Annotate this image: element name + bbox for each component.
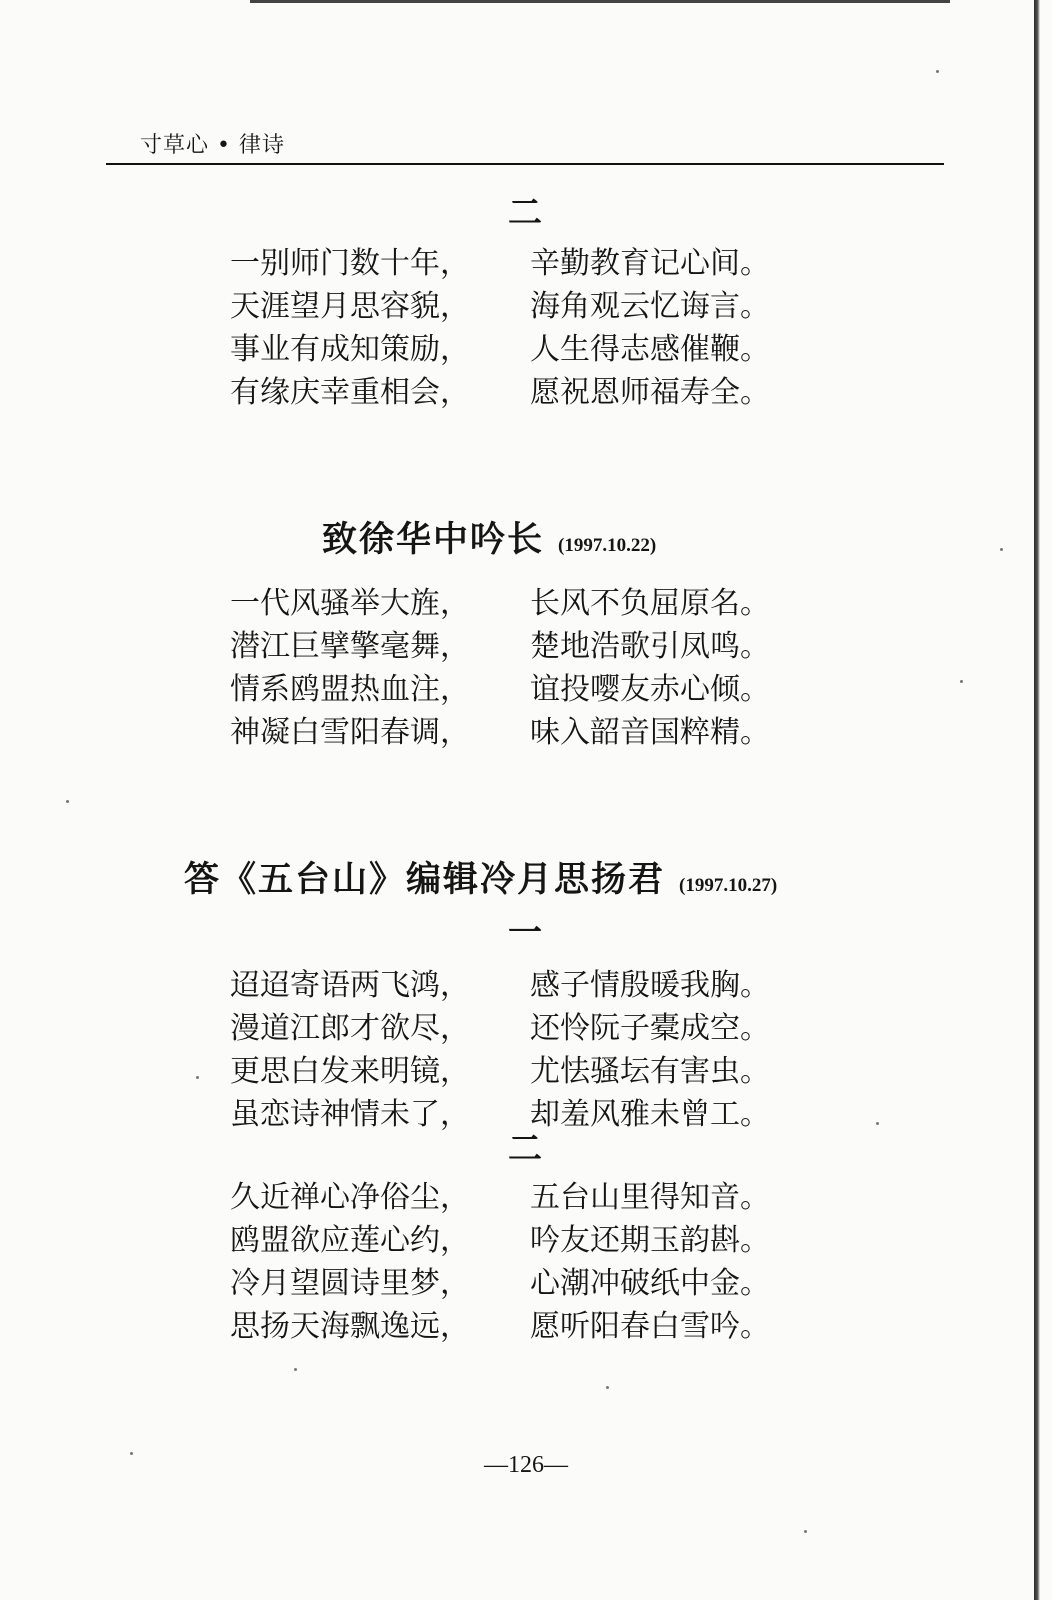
verse-second-half: 五台山里得知音。 — [530, 1180, 770, 1215]
verse-line — [230, 1046, 810, 1089]
poem-date: (1997.10.27) — [679, 875, 778, 896]
scan-speck — [936, 70, 939, 73]
poem-title-text: 致徐华中吟长 — [322, 520, 545, 560]
verse-second-half: 却羞风雅未曾工。 — [530, 1097, 770, 1132]
verse-line — [230, 664, 810, 707]
verse-line — [230, 324, 810, 367]
section-number: 一 — [508, 913, 542, 953]
section-number: 二 — [508, 1129, 542, 1169]
scan-top-edge — [250, 0, 950, 3]
verse-first-half: 情系鸥盟热血注， — [230, 672, 470, 707]
verse-first-half: 冷月望圆诗里梦， — [230, 1266, 470, 1301]
poem-stanza — [230, 960, 810, 1132]
verse-line — [230, 707, 810, 750]
header-rule — [106, 163, 944, 165]
verse-first-half: 虽恋诗神情未了， — [230, 1097, 470, 1132]
verse-first-half: 漫道江郎才欲尽， — [230, 1011, 470, 1046]
verse-line — [230, 238, 810, 281]
verse-second-half: 谊投嘤友赤心倾。 — [530, 672, 770, 707]
verse-first-half: 有缘庆幸重相会， — [230, 375, 470, 410]
verse-second-half: 人生得志感催鞭。 — [530, 332, 770, 367]
section-number: 二 — [508, 193, 542, 233]
verse-line — [230, 1215, 810, 1258]
verse-first-half: 一别师门数十年， — [230, 246, 470, 281]
scan-speck — [606, 1386, 609, 1389]
verse-first-half: 久近禅心净俗尘， — [230, 1180, 470, 1215]
verse-line — [230, 1301, 810, 1344]
scan-speck — [960, 680, 963, 683]
verse-line — [230, 1003, 810, 1046]
verse-second-half: 辛勤教育记心间。 — [530, 246, 770, 281]
verse-first-half: 鸥盟欲应莲心约， — [230, 1223, 470, 1258]
verse-first-half: 迢迢寄语两飞鸿， — [230, 968, 470, 1003]
verse-line — [230, 960, 810, 1003]
verse-second-half: 海角观云忆诲言。 — [530, 289, 770, 324]
poem-stanza — [230, 238, 810, 410]
verse-second-half: 愿祝恩师福寿全。 — [530, 375, 770, 410]
scan-speck — [876, 1122, 879, 1125]
scan-speck — [804, 1530, 807, 1533]
poem-stanza — [230, 578, 810, 750]
verse-line — [230, 1172, 810, 1215]
verse-first-half: 事业有成知策励， — [230, 332, 470, 367]
verse-line — [230, 281, 810, 324]
poem-date: (1997.10.22) — [558, 535, 657, 556]
poem-title — [322, 512, 656, 562]
verse-second-half: 还怜阮子橐成空。 — [530, 1011, 770, 1046]
verse-first-half: 潜江巨擘擎毫舞， — [230, 629, 470, 664]
verse-line — [230, 1258, 810, 1301]
verse-first-half: 神凝白雪阳春调， — [230, 715, 470, 750]
running-head: 寸草心 • 律诗 — [140, 133, 285, 158]
poem-title — [184, 852, 777, 902]
verse-second-half: 味入韶音国粹精。 — [530, 715, 770, 750]
verse-second-half: 吟友还期玉韵斟。 — [530, 1223, 770, 1258]
verse-second-half: 长风不负屈原名。 — [530, 586, 770, 621]
verse-first-half: 思扬天海飘逸远， — [230, 1309, 470, 1344]
scan-speck — [66, 800, 69, 803]
scan-speck — [130, 1452, 133, 1455]
poem-stanza — [230, 1172, 810, 1344]
verse-first-half: 更思白发来明镜， — [230, 1054, 470, 1089]
verse-line — [230, 621, 810, 664]
verse-first-half: 一代风骚举大旌， — [230, 586, 470, 621]
verse-second-half: 楚地浩歌引凤鸣。 — [530, 629, 770, 664]
verse-second-half: 感子情殷暖我胸。 — [530, 968, 770, 1003]
verse-second-half: 愿听阳春白雪吟。 — [530, 1309, 770, 1344]
poem-title-text: 答《五台山》编辑冷月思扬君 — [184, 860, 666, 900]
verse-line — [230, 1089, 810, 1132]
scan-right-edge — [1034, 0, 1040, 1600]
verse-second-half: 心潮冲破纸中金。 — [530, 1266, 770, 1301]
verse-first-half: 天涯望月思容貌， — [230, 289, 470, 324]
page-number: —126— — [484, 1452, 568, 1478]
scan-speck — [196, 1076, 199, 1079]
verse-line — [230, 578, 810, 621]
verse-line — [230, 367, 810, 410]
scan-speck — [1000, 548, 1003, 551]
verse-second-half: 尤怯骚坛有害虫。 — [530, 1054, 770, 1089]
scan-speck — [294, 1368, 297, 1371]
